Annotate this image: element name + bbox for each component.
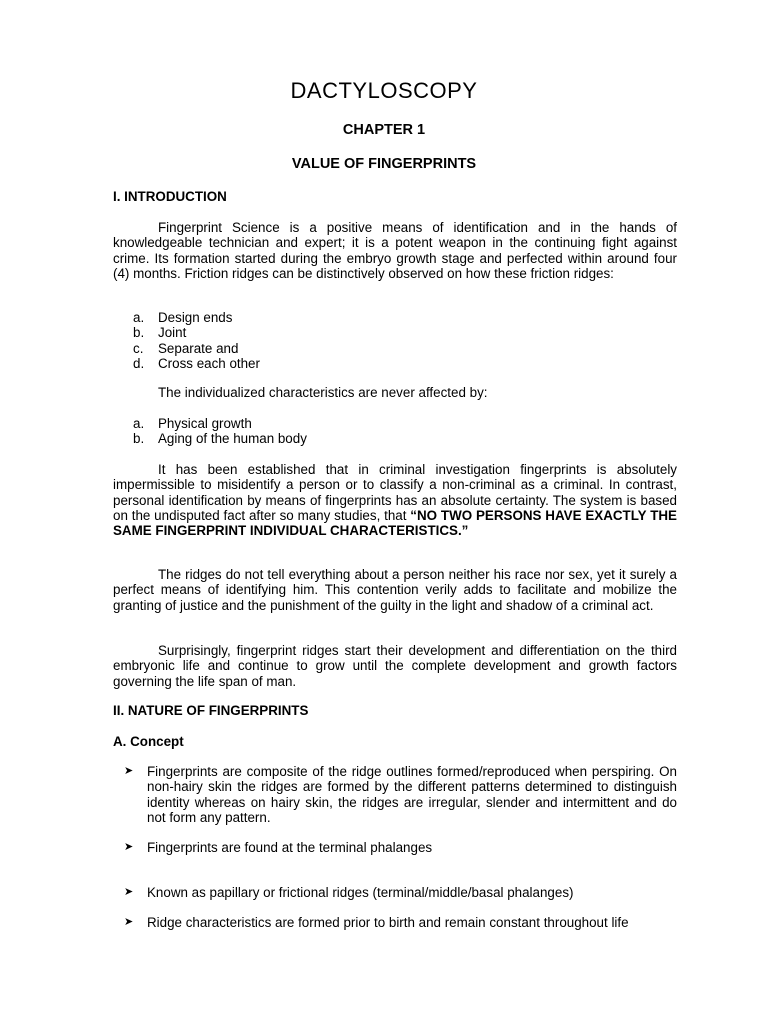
concept-bullet-1 xyxy=(124,764,677,825)
arrow-bullet-icon: ➤ xyxy=(124,765,134,777)
concept-bullet-4 xyxy=(124,915,677,930)
list-marker: c. xyxy=(133,340,144,356)
list-item xyxy=(133,356,260,371)
arrow-bullet-icon: ➤ xyxy=(124,886,134,898)
list-marker: a. xyxy=(133,416,145,431)
list-item-text: Aging of the human body xyxy=(158,431,307,447)
unaffected-by-list xyxy=(133,416,307,447)
chapter-subtitle: VALUE OF FINGERPRINTS xyxy=(291,156,477,172)
document-title: DACTYLOSCOPY xyxy=(290,78,478,103)
section-heading-nature: II. NATURE OF FINGERPRINTS xyxy=(113,703,309,718)
bullet-text: Ridge characteristics are formed prior to birth and remain constant throughout life xyxy=(147,915,629,930)
list-marker: a. xyxy=(133,310,145,325)
intro-paragraph-1: Fingerprint Science is a positive means of identification and in the hands of knowledgeable technician and expert; it is a potent weapon in the continuing fight against crime. Its formation started during the embryo growth stage and perfected within around four (4) months. Friction ridges can be distinctively observed on how these friction ridges: xyxy=(113,220,677,281)
list-marker: b. xyxy=(133,325,145,341)
paragraph-text: It has been established that in criminal investigation fingerprints is absolutely impermissible to misidentify a person or to classify a non-criminal as a criminal. In contrast, personal identification by means of fingerprints has an absolute certainty. The system is based on the undisputed fact after so many studies, that xyxy=(113,462,677,523)
chapter-heading: CHAPTER 1 xyxy=(342,122,426,138)
intro-paragraph-5: Surprisingly, fingerprint ridges start their development and differentiation on the third embryonic life and continue to grow until the complete development and growth factors governing the life span of man. xyxy=(113,643,677,689)
list-item xyxy=(133,310,260,325)
bullet-text: Fingerprints are composite of the ridge outlines formed/reproduced when perspiring. On non-hairy skin the ridges are formed by the different patterns determined to distinguish identity whereas on hairy skin, the ridges are irregular, slender and intermittent and do not form any pattern. xyxy=(147,764,677,825)
list-item-text: Cross each other xyxy=(158,355,260,371)
list-item-text: Design ends xyxy=(158,310,233,325)
subsection-heading-concept: A. Concept xyxy=(113,734,184,749)
list-marker: b. xyxy=(133,431,145,447)
list-item xyxy=(133,416,307,431)
list-item xyxy=(133,431,307,446)
list-marker: d. xyxy=(133,355,145,371)
section-heading-introduction: I. INTRODUCTION xyxy=(113,189,227,204)
concept-bullet-2 xyxy=(124,840,677,855)
emphasis-statement: “NO TWO PERSONS HAVE EXACTLY THE SAME FINGERPRINT INDIVIDUAL CHARACTERISTICS.” xyxy=(113,507,677,539)
concept-bullet-3 xyxy=(124,885,677,900)
list-item xyxy=(133,341,260,356)
arrow-bullet-icon: ➤ xyxy=(124,841,134,853)
intro-paragraph-3 xyxy=(113,462,677,538)
list-item xyxy=(133,325,260,340)
arrow-bullet-icon: ➤ xyxy=(124,916,134,928)
intro-paragraph-4: The ridges do not tell everything about a person neither his race nor sex, yet it surely a perfect means of identifying him. This contention verily adds to facilitate and mobilize the granting of justice and the punishment of the guilty in the light and shadow of a criminal act. xyxy=(113,567,677,613)
list-item-text: Joint xyxy=(158,325,187,341)
intro-paragraph-2: The individualized characteristics are never affected by: xyxy=(158,385,488,400)
list-item-text: Physical growth xyxy=(158,416,252,431)
list-item-text: Separate and xyxy=(158,340,239,356)
bullet-text: Known as papillary or frictional ridges (terminal/middle/basal phalanges) xyxy=(147,885,574,900)
ridge-behavior-list xyxy=(133,310,260,371)
bullet-text: Fingerprints are found at the terminal phalanges xyxy=(147,840,433,855)
